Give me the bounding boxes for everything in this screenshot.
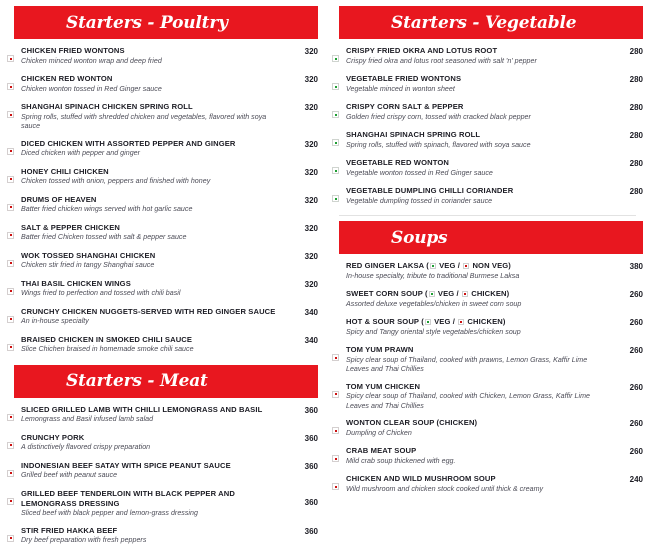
item-marker-cell	[332, 186, 346, 207]
inline-veg-marker-icon	[430, 263, 436, 269]
item-title: SHANGHAI SPINACH CHICKEN SPRING ROLL	[21, 102, 193, 111]
section-banner	[14, 365, 318, 398]
item-body	[346, 130, 615, 150]
item-description: Spicy and Tangy oriental style vegetables/chicken soup	[346, 327, 521, 336]
menu-item	[7, 307, 318, 335]
nonveg-marker-icon	[7, 288, 14, 295]
item-price: 240	[629, 475, 643, 484]
item-title: GRILLED BEEF TENDERLOIN WITH BLACK PEPPER AND LEMONGRASS DRESSING	[21, 488, 235, 508]
item-title: VEGETABLE DUMPLING CHILLI CORIANDER	[346, 186, 514, 195]
item-marker-cell	[7, 195, 21, 216]
item-title: CRUNCHY PORK	[21, 432, 85, 442]
item-marker-cell	[332, 418, 346, 439]
section-title: Starters - Poultry	[66, 12, 228, 33]
item-price: 320	[304, 103, 318, 112]
menu-item	[7, 405, 318, 433]
menu-item	[7, 223, 318, 251]
item-marker-cell	[7, 46, 21, 67]
item-body	[346, 74, 615, 94]
item-body	[21, 46, 290, 66]
item-title: CRUNCHY CHICKEN NUGGETS-SERVED WITH RED GINGER SAUCE	[21, 306, 276, 316]
menu-item	[332, 317, 643, 345]
item-marker-cell	[332, 446, 346, 467]
menu-item	[7, 167, 318, 195]
veg-marker-icon	[332, 195, 339, 202]
item-title: RED GINGER LAKSA ( VEG / NON VEG)	[346, 261, 511, 270]
item-price: 280	[629, 47, 643, 56]
inline-nonveg-marker-icon	[463, 263, 469, 269]
section-items	[332, 39, 643, 214]
item-description: Slice Chichen braised in homemade smoke chili sauce	[21, 345, 194, 353]
menu-item	[332, 261, 643, 289]
item-marker-cell	[7, 335, 21, 356]
item-price: 280	[629, 103, 643, 112]
item-marker-cell	[7, 251, 21, 272]
item-title: SALT & PEPPER CHICKEN	[21, 222, 120, 232]
item-description: Assorted deluxe vegetables/chicken in sweet corn soup	[346, 299, 522, 308]
menu-item	[332, 74, 643, 102]
item-price: 360	[304, 405, 318, 415]
item-marker-cell	[7, 461, 21, 482]
menu-item	[332, 130, 643, 158]
item-marker-cell	[7, 489, 21, 510]
item-title: INDONESIAN BEEF SATAY WITH SPICE PEANUT SAUCE	[21, 460, 231, 470]
menu-item	[332, 418, 643, 446]
item-body	[346, 345, 615, 375]
item-marker-cell	[332, 474, 346, 495]
item-description: In-house specialty, tribute to traditional Burmese Laksa	[346, 271, 520, 280]
item-body	[21, 139, 290, 159]
nonveg-marker-icon	[332, 354, 339, 361]
menu-item	[332, 345, 643, 382]
menu-section	[332, 221, 643, 502]
item-body	[346, 317, 615, 337]
item-description: Vegetable dumpling tossed in coriander sauce	[346, 196, 493, 205]
item-price: 260	[629, 447, 643, 456]
item-description: Chicken stir fried in tangy Shanghai sauce	[21, 261, 155, 269]
item-marker-cell	[7, 526, 21, 547]
menu-item	[7, 139, 318, 167]
nonveg-marker-icon	[7, 176, 14, 183]
item-description: Mild crab soup thickened with egg.	[346, 456, 456, 465]
nonveg-marker-icon	[332, 483, 339, 490]
section-title: Starters - Meat	[66, 371, 208, 391]
item-marker-cell	[7, 139, 21, 160]
item-description: Dry beef preparation with fresh peppers	[21, 536, 147, 544]
menu-item	[7, 433, 318, 461]
item-title: SHANGHAI SPINACH SPRING ROLL	[346, 130, 481, 139]
nonveg-marker-icon	[7, 260, 14, 267]
item-price: 360	[304, 433, 318, 443]
section-items	[7, 398, 318, 554]
item-description: Chicken wonton tossed in Red Ginger sauce	[21, 84, 162, 93]
item-marker-cell	[332, 158, 346, 179]
menu-item	[7, 74, 318, 102]
item-price: 260	[629, 290, 643, 299]
nonveg-marker-icon	[7, 414, 14, 421]
nonveg-marker-icon	[7, 316, 14, 323]
menu-item	[7, 335, 318, 363]
item-title: SWEET CORN SOUP ( VEG / CHICKEN)	[346, 289, 510, 298]
item-title: STIR FRIED HAKKA BEEF	[21, 525, 118, 535]
section-title: Soups	[391, 227, 448, 248]
item-price: 320	[304, 139, 318, 149]
menu-item	[7, 279, 318, 307]
item-body	[346, 46, 615, 66]
item-price: 360	[304, 526, 318, 536]
item-marker-cell	[7, 223, 21, 244]
item-marker-cell	[7, 405, 21, 426]
item-price: 260	[629, 419, 643, 428]
menu-item	[7, 46, 318, 74]
item-title: WONTON CLEAR SOUP (CHICKEN)	[346, 418, 478, 427]
item-title: DICED CHICKEN WITH ASSORTED PEPPER AND GINGER	[21, 138, 236, 148]
menu-item	[7, 102, 318, 139]
item-title: CHICKEN AND WILD MUSHROOM SOUP	[346, 474, 496, 483]
item-price: 360	[304, 461, 318, 471]
nonveg-marker-icon	[332, 427, 339, 434]
menu-item	[7, 461, 318, 489]
menu-section	[332, 6, 643, 216]
item-marker-cell	[7, 279, 21, 300]
section-items	[7, 39, 318, 363]
item-description: Chicken tossed with onion, peppers and finished with honey	[21, 177, 211, 185]
item-description: Batter fried chicken wings served with hot garlic sauce	[21, 205, 193, 213]
nonveg-marker-icon	[7, 148, 14, 155]
item-title: VEGETABLE FRIED WONTONS	[346, 74, 462, 83]
item-description: An in-house specialty	[21, 317, 89, 325]
item-description: Crispy fried okra and lotus root seasoned with salt 'n' pepper	[346, 56, 537, 65]
item-title: SLICED GRILLED LAMB WITH CHILLI LEMONGRASS AND BASIL	[21, 404, 263, 414]
item-price: 380	[629, 262, 643, 271]
item-description: Spicy clear soup of Thailand, cooked with Chicken, Lemon Grass, Kaffir Lime Leaves and Thai Chillies	[346, 392, 590, 410]
veg-marker-icon	[332, 83, 339, 90]
nonveg-marker-icon	[7, 111, 14, 118]
item-price: 260	[629, 346, 643, 355]
nonveg-marker-icon	[7, 55, 14, 62]
menu-item	[332, 474, 643, 502]
nonveg-marker-icon	[7, 535, 14, 542]
item-body	[21, 223, 290, 243]
item-marker-cell	[332, 289, 346, 310]
item-title: THAI BASIL CHICKEN WINGS	[21, 278, 131, 288]
item-price: 280	[629, 159, 643, 168]
item-price: 260	[629, 318, 643, 327]
item-body	[21, 251, 290, 271]
nonveg-marker-icon	[7, 344, 14, 351]
item-description: Lemongrass and Basil infused lamb salad	[21, 415, 154, 423]
item-price: 340	[304, 335, 318, 345]
menu-item	[332, 102, 643, 130]
item-body	[346, 418, 615, 438]
item-price: 320	[304, 251, 318, 261]
inline-nonveg-marker-icon	[462, 291, 468, 297]
item-body	[346, 158, 615, 178]
inline-veg-marker-icon	[425, 319, 431, 325]
item-body	[21, 461, 290, 481]
menu-item	[332, 446, 643, 474]
veg-marker-icon	[332, 139, 339, 146]
item-title: TOM YUM CHICKEN	[346, 381, 421, 391]
item-title: CHICKEN RED WONTON	[21, 74, 113, 83]
nonveg-marker-icon	[7, 470, 14, 477]
item-price: 280	[629, 75, 643, 84]
item-description: Sliced beef with black pepper and lemon-grass dressing	[21, 509, 198, 517]
item-title: BRAISED CHICKEN IN SMOKED CHILI SAUCE	[21, 334, 193, 344]
item-description: A distinctively flavored crispy preparation	[21, 443, 151, 451]
menu-item	[7, 526, 318, 554]
item-body	[346, 289, 615, 309]
item-body	[346, 261, 615, 281]
nonveg-marker-icon	[7, 232, 14, 239]
item-body	[21, 167, 290, 187]
item-body	[21, 102, 290, 132]
item-title: DRUMS OF HEAVEN	[21, 194, 97, 204]
menu-item	[7, 195, 318, 223]
item-title: WOK TOSSED SHANGHAI CHICKEN	[21, 250, 156, 260]
nonveg-marker-icon	[7, 83, 14, 90]
veg-marker-icon	[332, 55, 339, 62]
item-description: Wings fried to perfection and tossed with chili basil	[21, 289, 181, 297]
item-marker-cell	[332, 382, 346, 403]
item-body	[21, 195, 290, 215]
menu-item	[332, 382, 643, 419]
item-title: CHICKEN FRIED WONTONS	[21, 46, 125, 55]
nonveg-marker-icon	[332, 455, 339, 462]
item-body	[346, 186, 615, 206]
item-price: 320	[304, 47, 318, 56]
item-body	[346, 382, 615, 412]
item-price: 280	[629, 187, 643, 196]
item-description: Spring rolls, stuffed with shredded chicken and vegetables, flavored with soya sauce	[21, 112, 267, 130]
menu-item	[332, 46, 643, 74]
item-marker-cell	[332, 317, 346, 338]
menu-item	[7, 489, 318, 526]
nonveg-marker-icon	[7, 498, 14, 505]
menu-section	[7, 6, 318, 363]
item-body	[21, 405, 290, 425]
item-body	[21, 526, 290, 546]
item-body	[346, 474, 615, 494]
item-body	[346, 102, 615, 122]
item-description: Chicken minced wonton wrap and deep fried	[21, 56, 162, 65]
item-price: 340	[304, 307, 318, 317]
item-marker-cell	[7, 102, 21, 123]
section-banner	[14, 6, 318, 39]
item-body	[21, 433, 290, 453]
menu-item	[332, 289, 643, 317]
item-description: Vegetable minced in wonton sheet	[346, 84, 455, 93]
item-price: 320	[304, 167, 318, 177]
menu-item	[332, 186, 643, 214]
item-price: 360	[304, 497, 318, 507]
item-description: Vegetable wonton tossed in Red Ginger sauce	[346, 168, 493, 177]
right-column	[325, 6, 650, 511]
item-marker-cell	[7, 433, 21, 454]
menu-item	[7, 251, 318, 279]
section-items	[332, 254, 643, 502]
item-title: HOT & SOUR SOUP ( VEG / CHICKEN)	[346, 317, 506, 326]
item-marker-cell	[7, 74, 21, 95]
item-description: Batter fried Chicken tossed with salt & pepper sauce	[21, 233, 187, 241]
section-banner	[339, 6, 643, 39]
item-price: 320	[304, 279, 318, 289]
item-marker-cell	[332, 345, 346, 366]
item-title: HONEY CHILI CHICKEN	[21, 166, 109, 176]
inline-veg-marker-icon	[429, 291, 435, 297]
nonveg-marker-icon	[7, 204, 14, 211]
item-title: CRISPY FRIED OKRA AND LOTUS ROOT	[346, 46, 498, 55]
item-body	[346, 446, 615, 466]
item-description: Wild mushroom and chicken stock cooked until thick & creamy	[346, 484, 544, 493]
item-description: Spicy clear soup of Thailand, cooked with prawns, Lemon Grass, Kaffir Lime Leaves and Thai Chillies	[346, 355, 588, 373]
item-marker-cell	[332, 102, 346, 123]
item-marker-cell	[7, 307, 21, 328]
item-description: Diced chicken with pepper and ginger	[21, 149, 141, 157]
section-divider	[339, 215, 636, 216]
section-title: Starters - Vegetable	[391, 12, 577, 33]
item-body	[21, 489, 290, 519]
veg-marker-icon	[332, 111, 339, 118]
item-title: CRISPY CORN SALT & PEPPER	[346, 102, 464, 111]
item-description: Dumpling of Chicken	[346, 428, 412, 437]
item-body	[21, 335, 290, 355]
item-description: Golden fried crispy corn, tossed with cracked black pepper	[346, 112, 531, 121]
nonveg-marker-icon	[7, 442, 14, 449]
item-marker-cell	[332, 74, 346, 95]
inline-nonveg-marker-icon	[458, 319, 464, 325]
item-body	[21, 279, 290, 299]
item-description: Spring rolls, stuffed with spinach, flavored with soya sauce	[346, 140, 531, 149]
item-title: TOM YUM PRAWN	[346, 345, 414, 354]
left-column	[0, 6, 325, 544]
item-description: Grilled beef with peanut sauce	[21, 471, 118, 479]
item-marker-cell	[332, 261, 346, 282]
item-title: VEGETABLE RED WONTON	[346, 158, 449, 167]
item-price: 280	[629, 131, 643, 140]
item-title: CRAB MEAT SOUP	[346, 446, 417, 455]
nonveg-marker-icon	[332, 391, 339, 398]
item-marker-cell	[332, 46, 346, 67]
item-price: 320	[304, 223, 318, 233]
item-price: 260	[629, 382, 643, 392]
item-body	[21, 307, 290, 327]
item-price: 320	[304, 195, 318, 205]
item-marker-cell	[7, 167, 21, 188]
menu-item	[332, 158, 643, 186]
menu-section	[7, 365, 318, 554]
item-body	[21, 74, 290, 94]
item-price: 320	[304, 75, 318, 84]
veg-marker-icon	[332, 167, 339, 174]
item-marker-cell	[332, 130, 346, 151]
section-banner	[339, 221, 643, 254]
